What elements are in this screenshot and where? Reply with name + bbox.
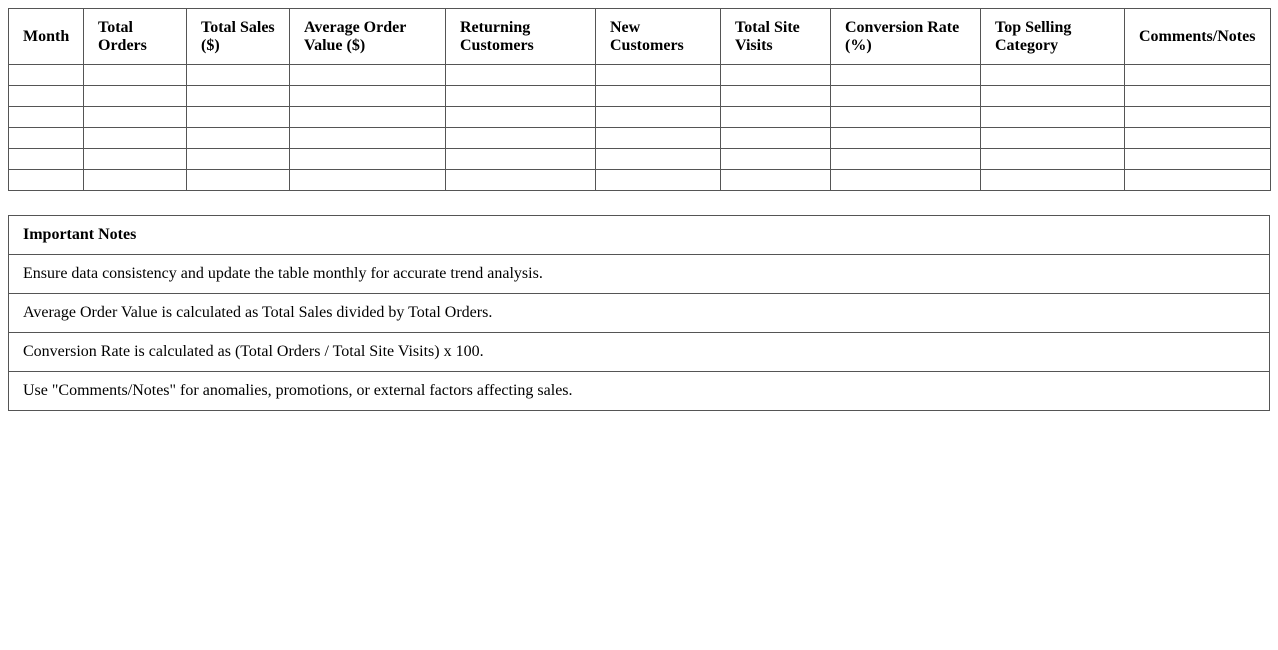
note-item: Use "Comments/Notes" for anomalies, promotions, or external factors affecting sales. bbox=[9, 372, 1270, 411]
table-cell[interactable] bbox=[9, 149, 84, 170]
table-cell[interactable] bbox=[831, 128, 981, 149]
table-cell[interactable] bbox=[446, 65, 596, 86]
header-new-customers: New Customers bbox=[596, 9, 721, 65]
table-cell[interactable] bbox=[84, 128, 187, 149]
table-cell[interactable] bbox=[84, 65, 187, 86]
table-cell[interactable] bbox=[84, 86, 187, 107]
table-row bbox=[9, 107, 1271, 128]
table-cell[interactable] bbox=[84, 170, 187, 191]
table-cell[interactable] bbox=[831, 170, 981, 191]
table-cell[interactable] bbox=[1125, 107, 1271, 128]
table-row bbox=[9, 128, 1271, 149]
table-cell[interactable] bbox=[290, 149, 446, 170]
table-cell[interactable] bbox=[596, 128, 721, 149]
header-comments-notes: Comments/Notes bbox=[1125, 9, 1271, 65]
table-cell[interactable] bbox=[596, 107, 721, 128]
table-cell[interactable] bbox=[721, 107, 831, 128]
table-cell[interactable] bbox=[9, 107, 84, 128]
sales-table bbox=[8, 8, 1271, 191]
table-cell[interactable] bbox=[9, 170, 84, 191]
table-cell[interactable] bbox=[1125, 128, 1271, 149]
notes-header-row bbox=[9, 216, 1270, 255]
table-cell[interactable] bbox=[446, 86, 596, 107]
table-cell[interactable] bbox=[187, 170, 290, 191]
table-cell[interactable] bbox=[446, 170, 596, 191]
table-cell[interactable] bbox=[290, 107, 446, 128]
table-cell[interactable] bbox=[981, 107, 1125, 128]
table-cell[interactable] bbox=[187, 65, 290, 86]
table-cell[interactable] bbox=[831, 149, 981, 170]
table-cell[interactable] bbox=[1125, 170, 1271, 191]
table-cell[interactable] bbox=[721, 86, 831, 107]
table-cell[interactable] bbox=[290, 170, 446, 191]
table-cell[interactable] bbox=[1125, 65, 1271, 86]
note-item: Conversion Rate is calculated as (Total Orders / Total Site Visits) x 100. bbox=[9, 333, 1270, 372]
header-returning-customers: Returning Customers bbox=[446, 9, 596, 65]
table-cell[interactable] bbox=[596, 86, 721, 107]
table-cell[interactable] bbox=[187, 86, 290, 107]
note-item: Ensure data consistency and update the table monthly for accurate trend analysis. bbox=[9, 255, 1270, 294]
table-cell[interactable] bbox=[290, 86, 446, 107]
table-cell[interactable] bbox=[981, 170, 1125, 191]
table-row bbox=[9, 86, 1271, 107]
table-cell[interactable] bbox=[981, 65, 1125, 86]
table-cell[interactable] bbox=[446, 128, 596, 149]
table-cell[interactable] bbox=[9, 86, 84, 107]
table-cell[interactable] bbox=[1125, 149, 1271, 170]
table-cell[interactable] bbox=[596, 170, 721, 191]
table-cell[interactable] bbox=[9, 128, 84, 149]
table-cell[interactable] bbox=[1125, 86, 1271, 107]
header-average-order-value: Average Order Value ($) bbox=[290, 9, 446, 65]
table-cell[interactable] bbox=[84, 107, 187, 128]
header-total-site-visits: Total Site Visits bbox=[721, 9, 831, 65]
note-row bbox=[9, 372, 1270, 411]
note-item: Average Order Value is calculated as Total Sales divided by Total Orders. bbox=[9, 294, 1270, 333]
table-row bbox=[9, 149, 1271, 170]
table-cell[interactable] bbox=[981, 128, 1125, 149]
table-cell[interactable] bbox=[721, 170, 831, 191]
table-cell[interactable] bbox=[187, 107, 290, 128]
table-cell[interactable] bbox=[596, 65, 721, 86]
table-cell[interactable] bbox=[290, 128, 446, 149]
table-row bbox=[9, 65, 1271, 86]
table-cell[interactable] bbox=[981, 149, 1125, 170]
table-cell[interactable] bbox=[84, 149, 187, 170]
header-conversion-rate: Conversion Rate (%) bbox=[831, 9, 981, 65]
header-month: Month bbox=[9, 9, 84, 65]
header-top-selling-category: Top Selling Category bbox=[981, 9, 1125, 65]
table-cell[interactable] bbox=[721, 149, 831, 170]
table-cell[interactable] bbox=[831, 107, 981, 128]
notes-table bbox=[8, 215, 1270, 411]
table-cell[interactable] bbox=[187, 149, 290, 170]
header-total-sales: Total Sales ($) bbox=[187, 9, 290, 65]
notes-title: Important Notes bbox=[9, 216, 1270, 255]
table-cell[interactable] bbox=[9, 65, 84, 86]
sales-table-body bbox=[9, 65, 1271, 191]
table-cell[interactable] bbox=[721, 65, 831, 86]
note-row bbox=[9, 333, 1270, 372]
table-cell[interactable] bbox=[721, 128, 831, 149]
table-cell[interactable] bbox=[981, 86, 1125, 107]
table-cell[interactable] bbox=[446, 149, 596, 170]
table-cell[interactable] bbox=[187, 128, 290, 149]
table-cell[interactable] bbox=[290, 65, 446, 86]
table-row bbox=[9, 170, 1271, 191]
table-cell[interactable] bbox=[831, 65, 981, 86]
header-total-orders: Total Orders bbox=[84, 9, 187, 65]
table-cell[interactable] bbox=[831, 86, 981, 107]
header-row bbox=[9, 9, 1271, 65]
table-cell[interactable] bbox=[446, 107, 596, 128]
table-cell[interactable] bbox=[596, 149, 721, 170]
note-row bbox=[9, 294, 1270, 333]
note-row bbox=[9, 255, 1270, 294]
